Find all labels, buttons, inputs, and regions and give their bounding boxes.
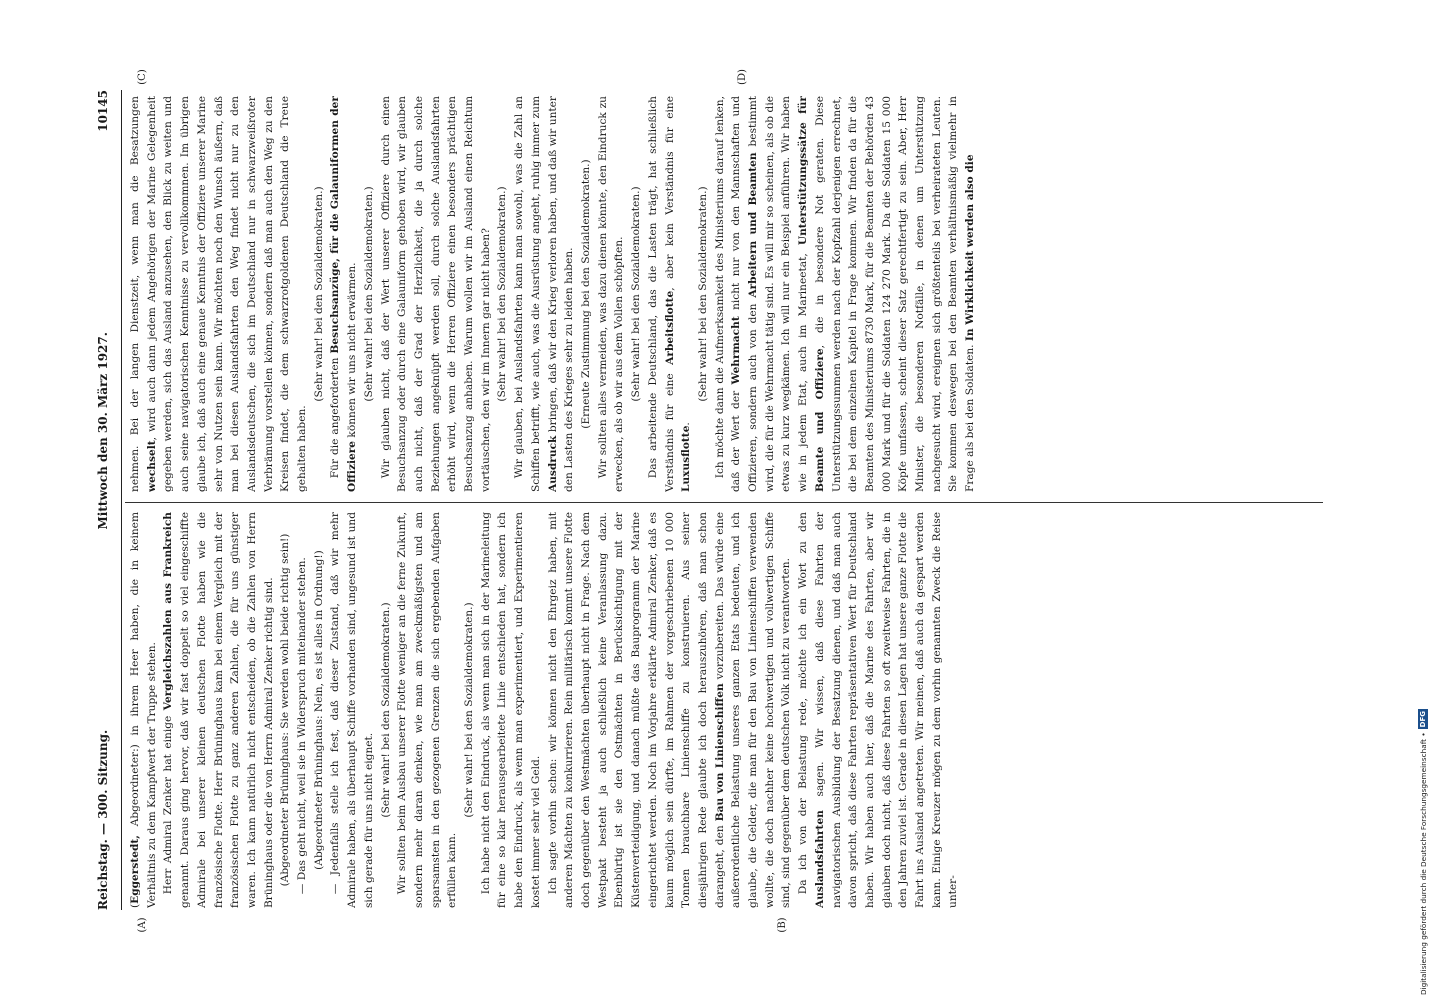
text-run: Wir glauben, bei Auslandsfahrten kann man sowohl, was die Zahl an Schiffen betrifft, wie auch, was die Ausrüstung angeht, ruhig immer zum <box>513 96 542 492</box>
interjection: (Abgeordneter Brüninghaus: Nein, es ist alles in Ordnung!) <box>312 550 325 870</box>
speaker-name: Eggerstedt, <box>129 835 141 904</box>
text-run: nicht nur von den Mannschaften und Offizieren, sondern auch von den <box>730 96 760 492</box>
text-run: vorzubereiten. Das würde eine außerordentliche Belastung unseres ganzen Etats bedeuten, und ich glaube, die Gelder, die man für den Bau von Linienschiffen verwenden wollte, die doch nachher keine hochwertigen und vollwertigen Schiffe sind, sind gegenüber dem deutschen Volk nicht zu verantworten. <box>713 512 793 908</box>
paragraph <box>127 96 311 492</box>
emphasis: Ausdruck <box>546 435 559 492</box>
text-run: Das arbeitende Deutschland, das die Lasten trägt, hat schließlich Verständnis für eine <box>646 96 676 492</box>
interjection: (Sehr wahr! bei den Sozialdemokraten.) <box>362 186 375 402</box>
text-run: , aber kein Verständnis für eine <box>663 96 676 291</box>
text-run: können wir uns nicht erwärmen. <box>346 262 359 441</box>
paragraph <box>327 96 360 492</box>
paragraph <box>712 96 979 492</box>
emphasis: Arbeitsflotte <box>663 290 676 365</box>
margin-marker-a: (A) <box>137 917 148 933</box>
header-session: Reichstag. — 300. Sitzung. <box>96 729 110 910</box>
text-run: . <box>680 422 693 426</box>
header-date: Mittwoch den 30. März 1927. <box>96 332 110 530</box>
emphasis: Wehrmacht <box>730 316 743 385</box>
paragraph: Wir sollten alles vermeiden, was dazu dienen könnte, den Eindruck zu erwecken, als ob wir aus dem Vollen schöpften. <box>596 96 626 492</box>
document-page <box>95 69 1323 933</box>
text-run: Da ich von der Belastung rede, möchte ich ein Wort zu den <box>797 512 810 895</box>
text-column-left <box>127 512 1323 908</box>
digitization-credit <box>1418 709 1428 995</box>
text-run: Herr Admiral Zenker hat einige <box>162 710 175 895</box>
text-run: Ich möchte dann die Aufmerksamkeit des Ministeriums darauf lenken, daß der Wert der <box>713 96 743 492</box>
interjection: (Abgeordneter Brüninghaus: Sie werden wohl beide richtig sein!) <box>279 533 292 887</box>
margin-marker-b: (B) <box>777 917 788 933</box>
text-run: sagen. Wir wissen, daß diese Fahrten der navigatorischen Ausbildung der Besatzung dienen, und daß man auch davon spricht, daß diese Fahrten repräsentativen Wert für Deutschland haben. Wir haben auch hier, daß die Marine des Fahrten, aber wir glauben doch nicht, daß diese Fahrten so oft zweitweise Fahrten, die in den Jahren zuviel ist. Gerade in diesen Lagen hat unsere ganze Flotte die Fahrt ins Ausland angetreten. Wir meinen, daß auch da gespart werden kann. Einige Kreuzer mögen zu dem vorhin genannten Zweck die Reise unter- <box>813 512 960 908</box>
text-run: bringen, daß wir den Krieg verloren haben, und daß wir unter den Lasten des Krieges sehr zu leiden haben. <box>546 96 576 492</box>
text-run: bestimmt wird, die für die Wehrmacht tätig sind. Es will mir so scheinen, als ob die etwas zu kurz wegkämen. Ich will nur ein Beispiel anführen. Wir haben wie in jedem Etat, auch im Marineetat, <box>747 96 810 492</box>
text-run: nehmen. Bei der langen Dienstzeit, wenn man die Besatzungen <box>129 96 141 492</box>
text-column-right <box>127 96 1323 492</box>
interjection: (Sehr wahr! bei den Sozialdemokraten.) <box>312 186 325 402</box>
paragraph: — Das geht nicht, weil sie in Widerspruch miteinander stehen. <box>296 557 309 895</box>
emphasis: Bau von Linienschiffen <box>713 683 726 822</box>
header-rule <box>121 90 122 910</box>
interjection: (Sehr wahr! bei den Sozialdemokraten.) <box>630 186 643 402</box>
interjection: (Sehr wahr! bei den Sozialdemokraten.) <box>496 186 509 402</box>
emphasis: Auslandsfahrten <box>813 810 826 908</box>
text-run: genannt. Daraus ging hervor, daß wir fast doppelt so viel eingeschiffte Admirale bei unserer kleinen deutschen Flotte haben wie die französische Flotte. Herr Brüninghaus kam bei einem Vergleich mit der französischen Flotte zu ganz anderen Zahlen, die für uns günstiger waren. Ich kann natürlich nicht entscheiden, ob die Zahlen von Herrn Brüninghaus oder die von Herrn Admiral Zenker richtig sind. <box>179 512 275 908</box>
emphasis: Arbeitern und Beamten <box>747 152 760 298</box>
emphasis: Vergleichszahlen aus Frankreich <box>162 512 175 711</box>
page-header <box>95 90 119 910</box>
paragraph: — Jedenfalls stelle ich fest, daß dieser Zustand, daß wir mehr Admirale haben, als überhaupt Schiffe vorhanden sind, ungesund ist und sich gerade für uns nicht eignet. <box>329 512 375 908</box>
emphasis: wechselt <box>145 440 158 492</box>
emphasis: Besuchsanzüge, für die Galauniformen der Offiziere <box>329 96 359 492</box>
paragraph: Wir glauben nicht, daß der Wert unserer Offiziere durch einen Besuchsanzug oder durch eine Galauniform gehoben wird, wir glauben auch nicht, daß der Grad der Herzlichkeit, die ja durch solche Beziehungen angeknüpft werden soll, durch solche Auslandsfahrten erhöht wird, wenn die Herren Offiziere einen besonders prächtigen Besuchsanzug anhaben. Warum wollen wir im Ausland einen Reichtum vortäuschen, den wir im Innern gar nicht haben? <box>379 96 492 492</box>
paragraph <box>795 512 962 908</box>
text-run: , die in besondere Not geraten. Diese Unterstützungssummen werden nach der Kopfzahl derjenigen errechnet, die bei dem einzelnen Kapitel in Frage kommen. Wir finden da für die Beamten des Ministeriums 8730 Mark, für die Beamten der Behörden 43 000 Mark und für die Soldaten 124 270 Mark. Da die Soldaten 15 000 Köpfe umfassen, scheint dieser Satz gerechtfertigt zu sein. Aber, Herr Minister, die besonderen Notfälle, in denen um Unterstützung nachgesucht wird, ereignen sich größtenteils bei verheirateten Leuten. Sie kommen deswegen bei den Beamten verhältnismäßig vielmehr in Frage als bei den Soldaten. <box>813 96 977 492</box>
interjection: (Sehr wahr! bei den Sozialdemokraten.) <box>463 602 476 818</box>
paragraph <box>545 512 796 908</box>
digitization-text: Digitalisierung gefördert durch die Deutsche Forschungsgemeinschaft • <box>1418 732 1428 995</box>
paragraph: Wir sollten beim Ausbau unserer Flotte weniger an die ferne Zukunft, sondern mehr daran denken, wie man am zweckmäßigsten und am sparsamsten in den gezogenen Grenzen die sich ergebenden Aufgaben erfüllen kann. <box>396 512 459 908</box>
interjection: (Sehr wahr! bei den Sozialdemokraten.) <box>379 602 392 818</box>
paragraph: (Eggerstedt, Abgeordneter:) in ihrem Heer haben, die in keinem Verhältnis zu dem Kampfwert der Truppe stehen. <box>129 512 158 908</box>
speaker-role: Abgeordneter: <box>129 748 141 836</box>
margin-marker-c: (C) <box>137 69 148 85</box>
paragraph <box>511 96 578 492</box>
interjection: (Erneute Zustimmung bei den Sozialdemokraten.) <box>579 159 592 429</box>
emphasis: Unterstützungssätze für Beamte und Offiziere <box>797 96 826 492</box>
text-run: Für die angeforderten <box>329 353 342 479</box>
emphasis: Luxusflotte <box>680 425 693 492</box>
header-page-number: 10145 <box>96 90 110 132</box>
paragraph-text: in ihrem Heer haben, die in keinem Verhältnis zu dem Kampfwert der Truppe stehen. <box>129 512 158 908</box>
paragraph: Ich habe nicht den Eindruck, als wenn man sich in der Marineleitung für eine so klar herausgearbeitete Linie entschieden hat, sondern ich habe den Eindruck, als wenn man experimentiert, und Experimentieren kostet immer sehr viel Geld. <box>479 512 542 908</box>
margin-marker-d: (D) <box>737 69 748 85</box>
paragraph <box>645 96 695 492</box>
interjection: (Sehr wahr! bei den Sozialdemokraten.) <box>696 186 709 402</box>
text-run: Ich sagte vorhin schon: wir können nicht den Ehrgeiz haben, mit anderen Mächten zu konkurrieren. Rein militärisch kommt unsere Flotte doch gegenüber den Westmächten überhaupt nicht in Frage. Nach dem Westpakt besteht ja auch schließlich keine Veranlassung dazu. Ebenbürtig ist sie den Ostmächten in Berücksichtigung mit der Küstenverteidigung, und danach müßte das Bauprogramm der Marine eingerichtet werden. Noch im Vorjahre erklärte Admiral Zenker, daß es kaum möglich sein dürfte, im Rahmen der vorgeschriebenen 10 000 Tonnen brauchbare Linienschiffe zu konstruieren. Aus seiner diesjährigen Rede glaubte ich doch herauszuhören, daß man schon darangeht, den <box>546 512 726 908</box>
column-divider <box>125 502 1323 503</box>
paragraph <box>160 512 277 908</box>
emphasis: In Wirklichkeit werden also die <box>964 154 977 342</box>
dfg-logo: DFG <box>1419 711 1427 728</box>
text-run: , wird auch dann jedem Angehörigen der Marine Gelegenheit gegeben werden, sich das Ausland anzusehen, den Blick zu weiten und auch seine navigatorischen Kenntnisse zu vervollkommnen. Im übrigen glaube ich, daß auch eine genaue Kenntnis der Offiziere unserer Marine sehr von Nutzen sein kann. Wir möchten noch den Wunsch äußern, daß man bei diesen Auslandsfahrten den Weg findet nicht nur zu den Auslandsdeutschen, die sich im Deutschland nur in schwarzweißroter Verbrämung vorstellen können, sondern daß man auch den Weg zu den Kreisen findet, die dem schwarzrotgoldenen Deutschland die Treue gehalten haben. <box>145 96 309 492</box>
